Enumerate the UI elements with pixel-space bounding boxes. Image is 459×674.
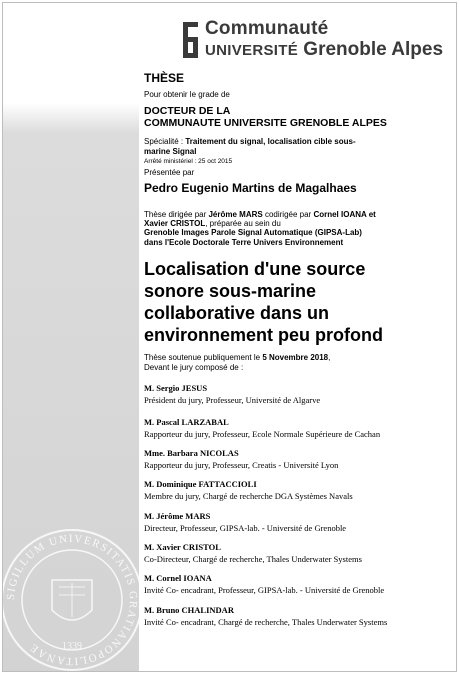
these-heading: THÈSE: [144, 71, 185, 85]
defense-date: 5 Novembre 2018: [262, 353, 329, 362]
thesis-title: [144, 258, 444, 346]
logo-line-universite: [205, 39, 443, 61]
thesis-title-line: collaborative dans un: [144, 303, 330, 323]
codirector-name-2: Xavier CRISTOL: [144, 219, 206, 228]
speciality-line-1: [144, 137, 356, 146]
jury-member-role: Rapporteur du jury, Professeur, Ecole Normale Supérieure de Cachan: [144, 429, 381, 439]
defense-line-1: [144, 353, 330, 362]
direction-line-1: [144, 210, 376, 219]
grade-intro: Pour obtenir le grade de: [144, 90, 230, 99]
jury-member-name: M. Bruno CHALINDAR: [144, 605, 234, 615]
logo-line-communaute: Communauté: [205, 18, 329, 39]
director-name: Jérôme MARS: [208, 210, 263, 219]
logo-mark-icon: [183, 22, 199, 58]
thesis-title-line: environnement peu profond: [144, 325, 384, 345]
seal-text: SIGILLUM UNIVERSITATIS GRATIANOPOLITANAE: [4, 532, 140, 668]
thesis-title-line: sonore sous-marine: [144, 281, 317, 301]
logo-universite-word: UNIVERSITÉ: [205, 42, 299, 59]
author-name: Pedro Eugenio Martins de Magalhaes: [144, 181, 357, 195]
speciality-value-1: Traitement du signal, localisation cible sous-: [185, 137, 356, 146]
jury-member: [144, 448, 338, 470]
jury-member: [144, 605, 387, 627]
seal-year: 1339: [62, 641, 82, 652]
jury-member: [144, 542, 362, 564]
thesis-title-line: Localisation d'une source: [144, 259, 366, 279]
jury-member-name: M. Sergio JESUS: [144, 383, 208, 393]
jury-member-role: Directeur, Professeur, GIPSA-lab. - Université de Grenoble: [144, 523, 347, 533]
speciality-value-2: marine Signal: [144, 147, 197, 156]
jury-member-name: M. Pascal LARZABAL: [144, 417, 229, 427]
jury-member: [144, 479, 353, 501]
presented-by: Présentée par: [144, 168, 195, 177]
defense-line-2: Devant le jury composé de :: [144, 363, 244, 372]
direction-text-a: Thèse dirigée par: [144, 210, 209, 219]
jury-member-name: Mme. Barbara NICOLAS: [144, 448, 239, 458]
direction-text-prepared: , préparée au sein du: [205, 219, 281, 228]
jury-member-role: Invité Co- encadrant, Chargé de recherche, Thales Underwater Systems: [144, 617, 388, 627]
jury-member-role: Membre du jury, Chargé de recherche DGA Systèmes Navals: [144, 491, 353, 501]
university-seal-watermark: [2, 525, 147, 672]
direction-line-2: [144, 219, 281, 228]
jury-member-role: Co-Directeur, Chargé de recherche, Thales Underwater Systems: [144, 554, 362, 564]
jury-member-name: M. Dominique FATTACCIOLI: [144, 479, 257, 489]
degree-line-1: DOCTEUR DE LA: [144, 105, 231, 117]
degree-line-2: COMMUNAUTE UNIVERSITE GRENOBLE ALPES: [144, 117, 387, 129]
jury-member-name: M. Cornel IOANA: [144, 573, 212, 583]
jury-member: [144, 417, 380, 439]
logo-grenoble-alpes: Grenoble Alpes: [303, 39, 444, 60]
arrete-ministeriel: Arrêté ministériel : 25 oct 2015: [144, 158, 233, 165]
jury-member-name: M. Jérôme MARS: [144, 511, 211, 521]
jury-member-role: Invité Co- encadrant, Professeur, GIPSA-lab. - Université de Grenoble: [144, 585, 385, 595]
defense-comma: ,: [328, 353, 331, 362]
speciality-label: Spécialité :: [144, 137, 186, 146]
jury-member-name: M. Xavier CRISTOL: [144, 542, 221, 552]
jury-member: [144, 511, 346, 533]
jury-member: [144, 573, 384, 595]
university-logo: [183, 18, 444, 62]
direction-text-c: codirigée par: [262, 210, 314, 219]
codirector-name-1: Cornel IOANA et: [313, 210, 376, 219]
jury-member-role: Rapporteur du jury, Professeur, Creatis - Université Lyon: [144, 460, 339, 470]
lab-name: Grenoble Images Parole Signal Automatique (GIPSA-Lab): [144, 228, 362, 237]
defense-text: Thèse soutenue publiquement le: [144, 353, 263, 362]
jury-member: [144, 383, 320, 405]
doctoral-school: dans l'Ecole Doctorale Terre Univers Environnement: [144, 238, 344, 247]
jury-member-role: Président du jury, Professeur, Université de Algarve: [144, 395, 321, 405]
